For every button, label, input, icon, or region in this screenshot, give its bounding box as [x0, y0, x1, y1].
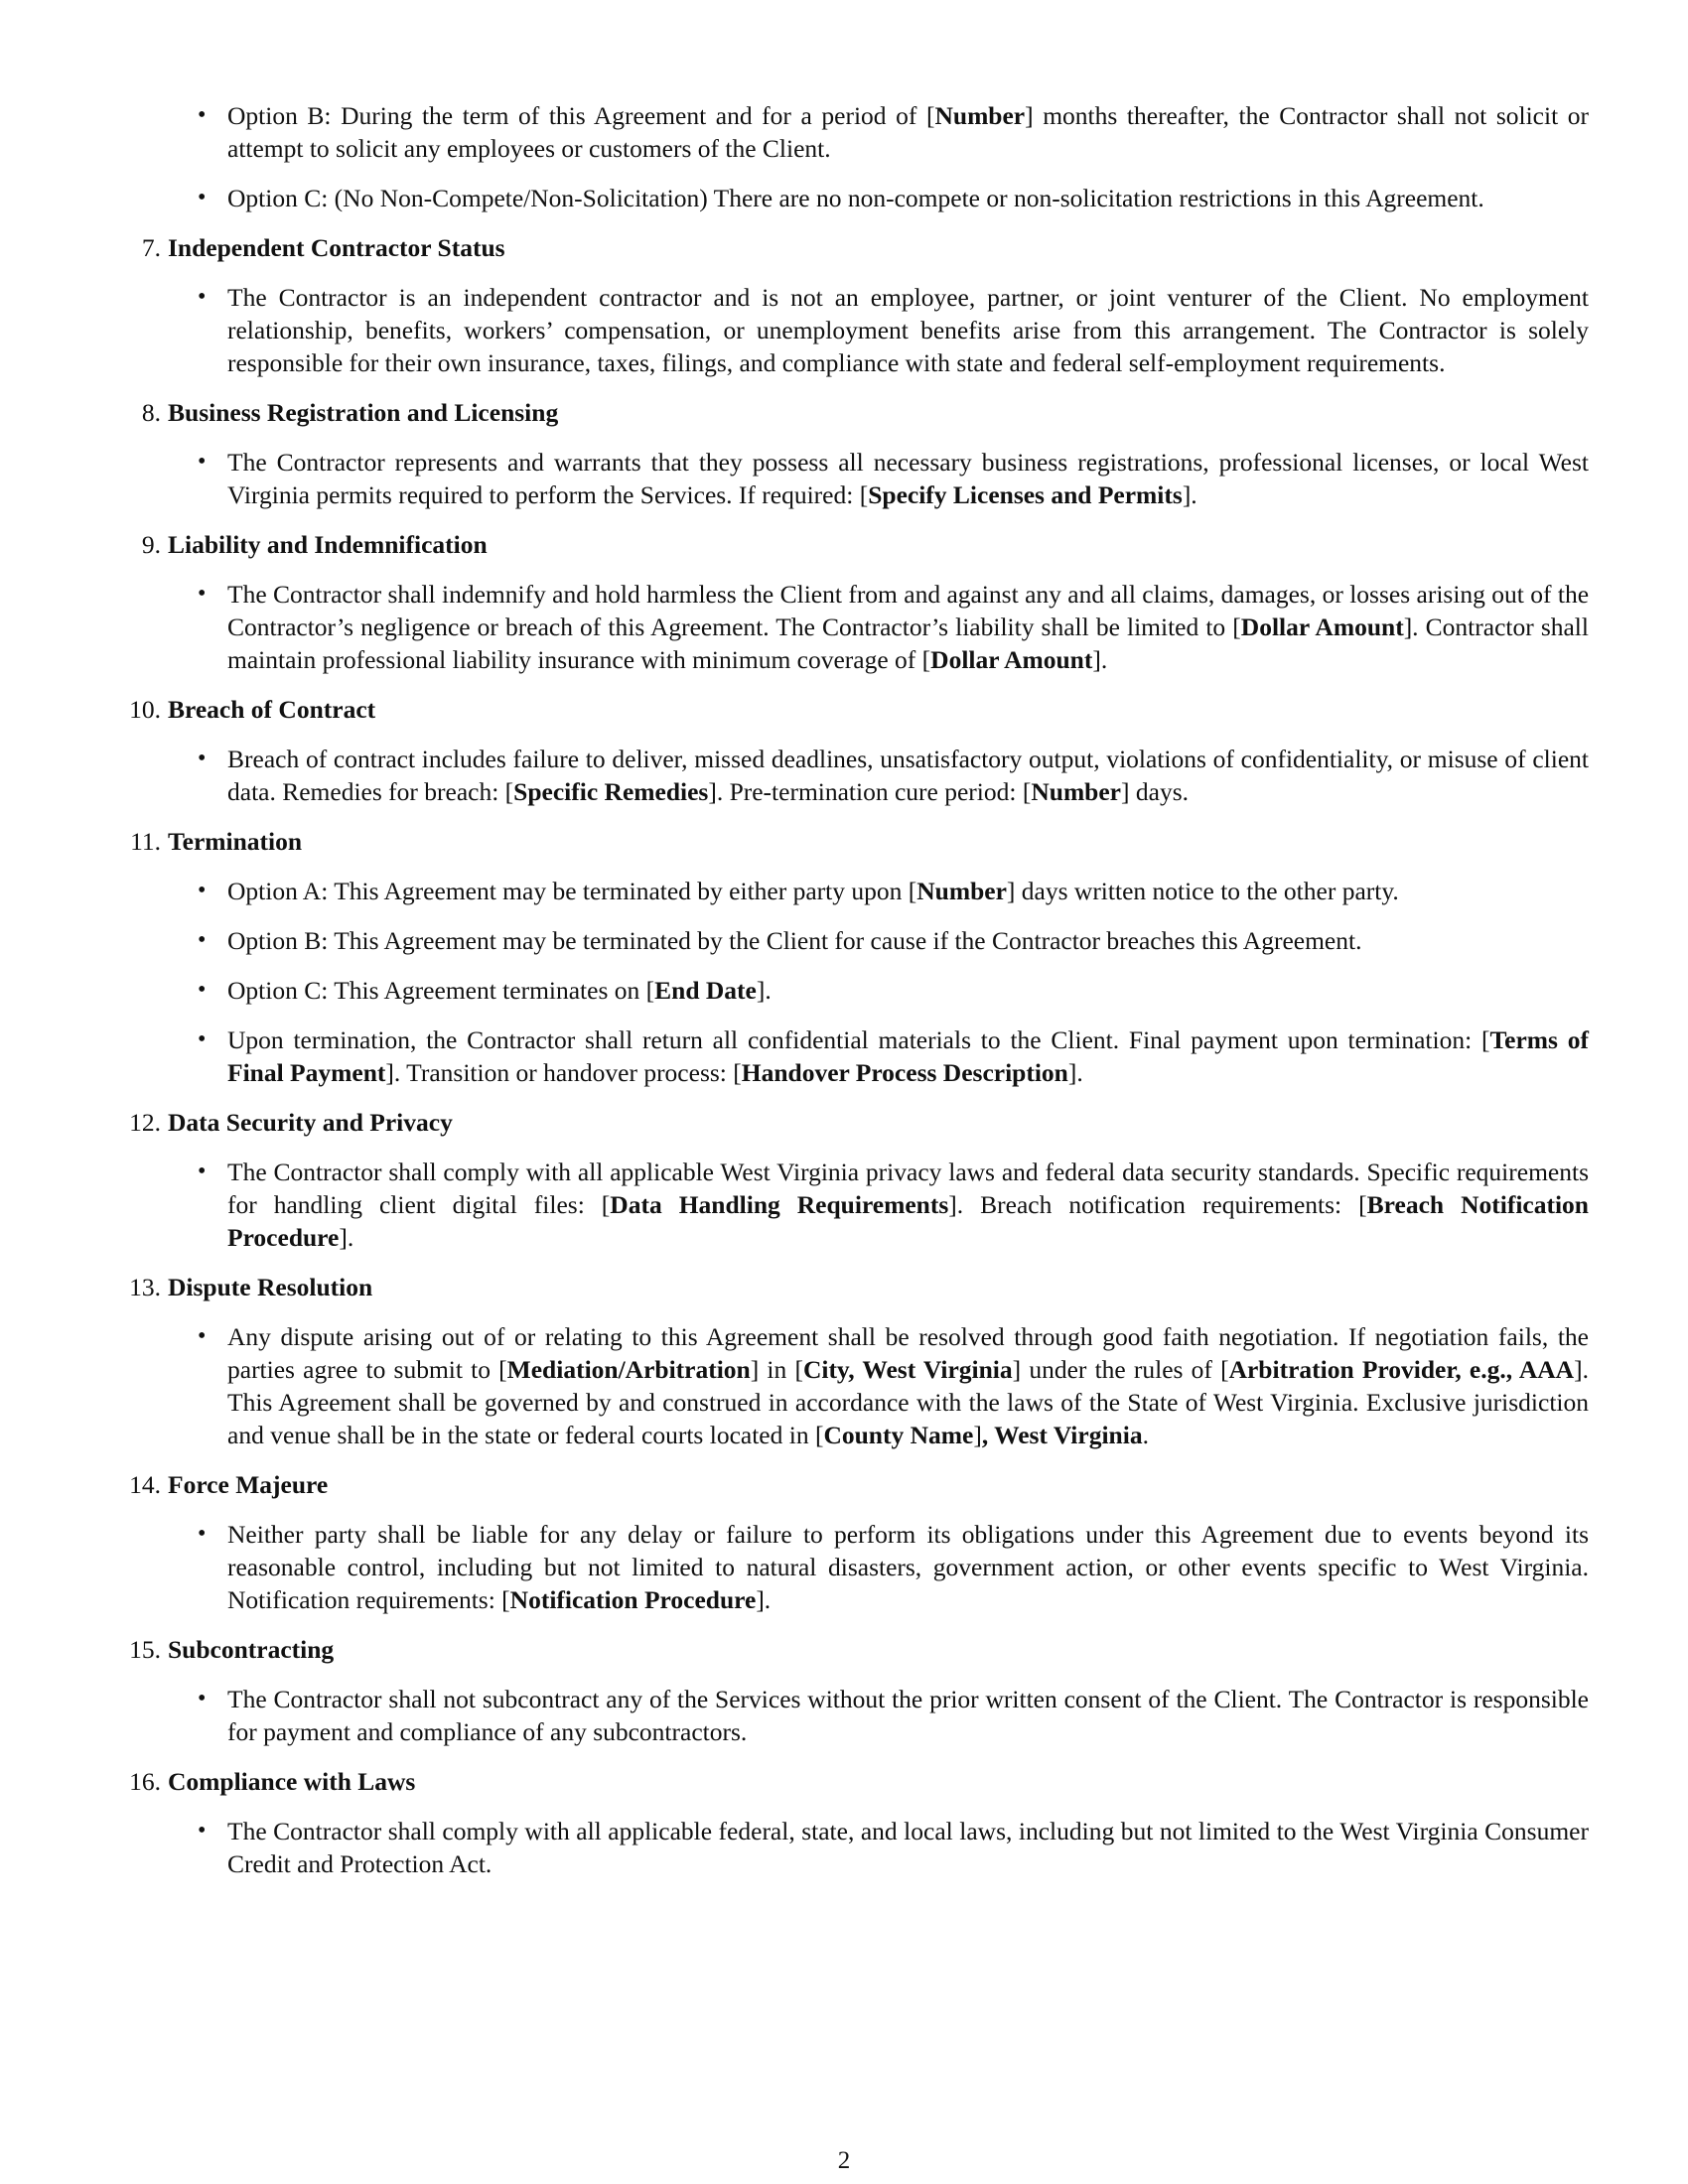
section-number: 11. [130, 827, 161, 856]
section [129, 231, 1589, 379]
placeholder-field: Dollar Amount [1240, 613, 1404, 641]
clause-text: ] under the rules of [ [1012, 1355, 1229, 1384]
clause-text: ]. Breach notification requirements: [ [948, 1190, 1367, 1219]
section-title: Dispute Resolution [168, 1273, 373, 1301]
clause-text: ]. [756, 1585, 772, 1614]
section-title: Force Majeure [168, 1470, 329, 1499]
clause-text: ]. [756, 976, 772, 1005]
placeholder-field: Notification Procedure [509, 1585, 757, 1614]
page-number: 2 [837, 2147, 851, 2174]
section [129, 825, 1589, 1089]
clause-text: Upon termination, the Contractor shall return all confidential materials to the Client. Final payment upon termination: [ [227, 1025, 1490, 1054]
placeholder-field: County Name [823, 1421, 974, 1449]
section [129, 1271, 1589, 1451]
section-title: Independent Contractor Status [168, 233, 505, 262]
section-number: 16. [129, 1767, 161, 1796]
bullet-list [129, 578, 1589, 676]
clause-text: Option C: (No Non-Compete/Non-Solicitation) There are no non-compete or non-solicitation restrictions in this Agreement. [227, 184, 1484, 212]
bullet-list [129, 1815, 1589, 1880]
section-number: 7. [141, 233, 161, 262]
clause-text: Neither party shall be liable for any delay or failure to perform its obligations under this Agreement due to events beyond its reasonable control, including but not limited to natural disasters, government action, or other events specific to West Virginia. Notification requirements: [ [227, 1520, 1589, 1614]
clause-text: The Contractor shall not subcontract any of the Services without the prior written consent of the Client. The Contractor is responsible for payment and compliance of any subcontractors. [227, 1685, 1589, 1746]
section-heading [129, 1468, 1589, 1501]
clause-text: ] [973, 1421, 982, 1449]
section-heading [129, 1106, 1589, 1139]
clause-bullet [227, 1156, 1589, 1254]
clause-bullet [227, 182, 1589, 214]
bullet-list [129, 1518, 1589, 1616]
section-title: Business Registration and Licensing [168, 398, 559, 427]
bullet-list [129, 446, 1589, 511]
bullet-list [129, 1683, 1589, 1748]
clause-text: ]. Transition or handover process: [ [385, 1058, 742, 1087]
section [129, 1633, 1589, 1748]
section-title: Data Security and Privacy [168, 1108, 453, 1137]
clause-text: ]. [1092, 645, 1108, 674]
section-number: 15. [129, 1635, 161, 1664]
bullet-list [129, 1156, 1589, 1254]
section-title: Subcontracting [168, 1635, 335, 1664]
clause-text: ]. [1067, 1058, 1083, 1087]
placeholder-field: , West Virginia [981, 1421, 1143, 1449]
section-heading [141, 528, 1589, 561]
clause-text: The Contractor represents and warrants that they possess all necessary business registrations, professional licenses, or local West Virginia permits required to perform the Services. If required: [ [227, 448, 1589, 509]
placeholder-field: Number [916, 877, 1007, 905]
placeholder-field: Terms of Final Payment [227, 1025, 1589, 1087]
section [129, 1468, 1589, 1616]
clause-text: ]. This Agreement shall be governed by and construed in accordance with the laws of the State of West Virginia. Exclusive jurisdiction and venue shall be in the state or federal courts located in [ [227, 1355, 1589, 1449]
clause-bullet [227, 1518, 1589, 1616]
clause-bullet [227, 875, 1589, 907]
section-heading [130, 825, 1589, 858]
section-number: 8. [141, 398, 161, 427]
section-heading [129, 1765, 1589, 1798]
placeholder-field: Handover Process Description [741, 1058, 1068, 1087]
clause-bullet [227, 974, 1589, 1007]
bullet-list [129, 875, 1589, 1089]
placeholder-field: Arbitration Provider, e.g., AAA [1228, 1355, 1575, 1384]
section-number: 12. [129, 1108, 161, 1137]
placeholder-field: City, West Virginia [802, 1355, 1013, 1384]
section-number: 9. [141, 530, 161, 559]
placeholder-field: Number [1031, 777, 1122, 806]
clause-bullet [227, 578, 1589, 676]
clause-text: ] in [ [750, 1355, 803, 1384]
bullet-list [129, 1320, 1589, 1451]
clause-text: The Contractor shall comply with all applicable federal, state, and local laws, including but not limited to the West Virginia Consumer Credit and Protection Act. [227, 1817, 1589, 1878]
clause-bullet [227, 446, 1589, 511]
bullet-list [129, 743, 1589, 808]
clause-text: Option B: This Agreement may be terminated by the Client for cause if the Contractor breaches this Agreement. [227, 926, 1362, 955]
clause-bullet [227, 924, 1589, 957]
clause-text: The Contractor shall indemnify and hold harmless the Client from and against any and all claims, damages, or losses arising out of the Contractor’s negligence or breach of this Agreement. The Contractor’s liability shall be limited to [ [227, 580, 1590, 641]
document-body [129, 99, 1589, 1897]
clause-text: ] days. [1121, 777, 1189, 806]
clause-text: ]. [1182, 480, 1197, 509]
section-heading [141, 231, 1589, 264]
section-number: 14. [129, 1470, 161, 1499]
section-title: Breach of Contract [168, 695, 376, 724]
placeholder-field: Specific Remedies [513, 777, 709, 806]
placeholder-field: End Date [654, 976, 757, 1005]
section-title: Termination [168, 827, 303, 856]
placeholder-field: Number [934, 101, 1026, 130]
section [129, 693, 1589, 808]
clause-text: Option A: This Agreement may be terminated by either party upon [ [227, 877, 917, 905]
clause-text: Breach of contract includes failure to deliver, missed deadlines, unsatisfactory output, violations of confidentiality, or misuse of client data. Remedies for breach: [ [227, 745, 1589, 806]
section-title: Liability and Indemnification [168, 530, 488, 559]
clause-bullet [227, 1320, 1589, 1451]
section-number: 10. [129, 695, 161, 724]
placeholder-field: Data Handling Requirements [610, 1190, 949, 1219]
section-heading [129, 1633, 1589, 1666]
section [129, 1106, 1589, 1254]
clause-text: ]. Pre-termination cure period: [ [708, 777, 1032, 806]
clause-text: ] days written notice to the other party. [1006, 877, 1399, 905]
clause-text: Option B: During the term of this Agreement and for a period of [ [227, 101, 935, 130]
clause-text: ]. Contractor shall maintain professional liability insurance with minimum coverage of [ [227, 613, 1589, 674]
clause-text: Any dispute arising out of or relating to this Agreement shall be resolved through good faith negotiation. If negotiation fails, the parties agree to submit to [ [227, 1322, 1589, 1384]
clause-bullet [227, 1815, 1589, 1880]
placeholder-field: Specify Licenses and Permits [868, 480, 1183, 509]
clause-text: ]. [339, 1223, 354, 1252]
clause-bullet [227, 1024, 1589, 1089]
clause-bullet [227, 281, 1589, 379]
section [129, 396, 1589, 511]
section-heading [141, 396, 1589, 429]
clause-text: ] months thereafter, the Contractor shall not solicit or attempt to solicit any employees or customers of the Client. [227, 101, 1590, 163]
placeholder-field: Mediation/Arbitration [506, 1355, 751, 1384]
clause-text: . [1142, 1421, 1149, 1449]
clause-text: The Contractor shall comply with all applicable West Virginia privacy laws and federal data security standards. Specific requirements for handling client digital files: [ [227, 1158, 1589, 1219]
bullet-list [129, 99, 1589, 214]
clause-text: The Contractor is an independent contractor and is not an employee, partner, or joint venturer of the Client. No employment relationship, benefits, workers’ compensation, or unemployment benefits arise from this arrangement. The Contractor is solely responsible for their own insurance, taxes, filings, and compliance with state and federal self-employment requirements. [227, 283, 1589, 377]
section-heading [129, 1271, 1589, 1303]
bullet-list [129, 281, 1589, 379]
section [129, 1765, 1589, 1880]
clause-bullet [227, 1683, 1589, 1748]
clause-bullet [227, 99, 1589, 165]
clause-bullet [227, 743, 1589, 808]
section [129, 528, 1589, 676]
placeholder-field: Breach Notification Procedure [227, 1190, 1589, 1252]
clause-text: Option C: This Agreement terminates on [ [227, 976, 655, 1005]
section-title: Compliance with Laws [168, 1767, 416, 1796]
section-heading [129, 693, 1589, 726]
placeholder-field: Dollar Amount [930, 645, 1093, 674]
section-number: 13. [129, 1273, 161, 1301]
